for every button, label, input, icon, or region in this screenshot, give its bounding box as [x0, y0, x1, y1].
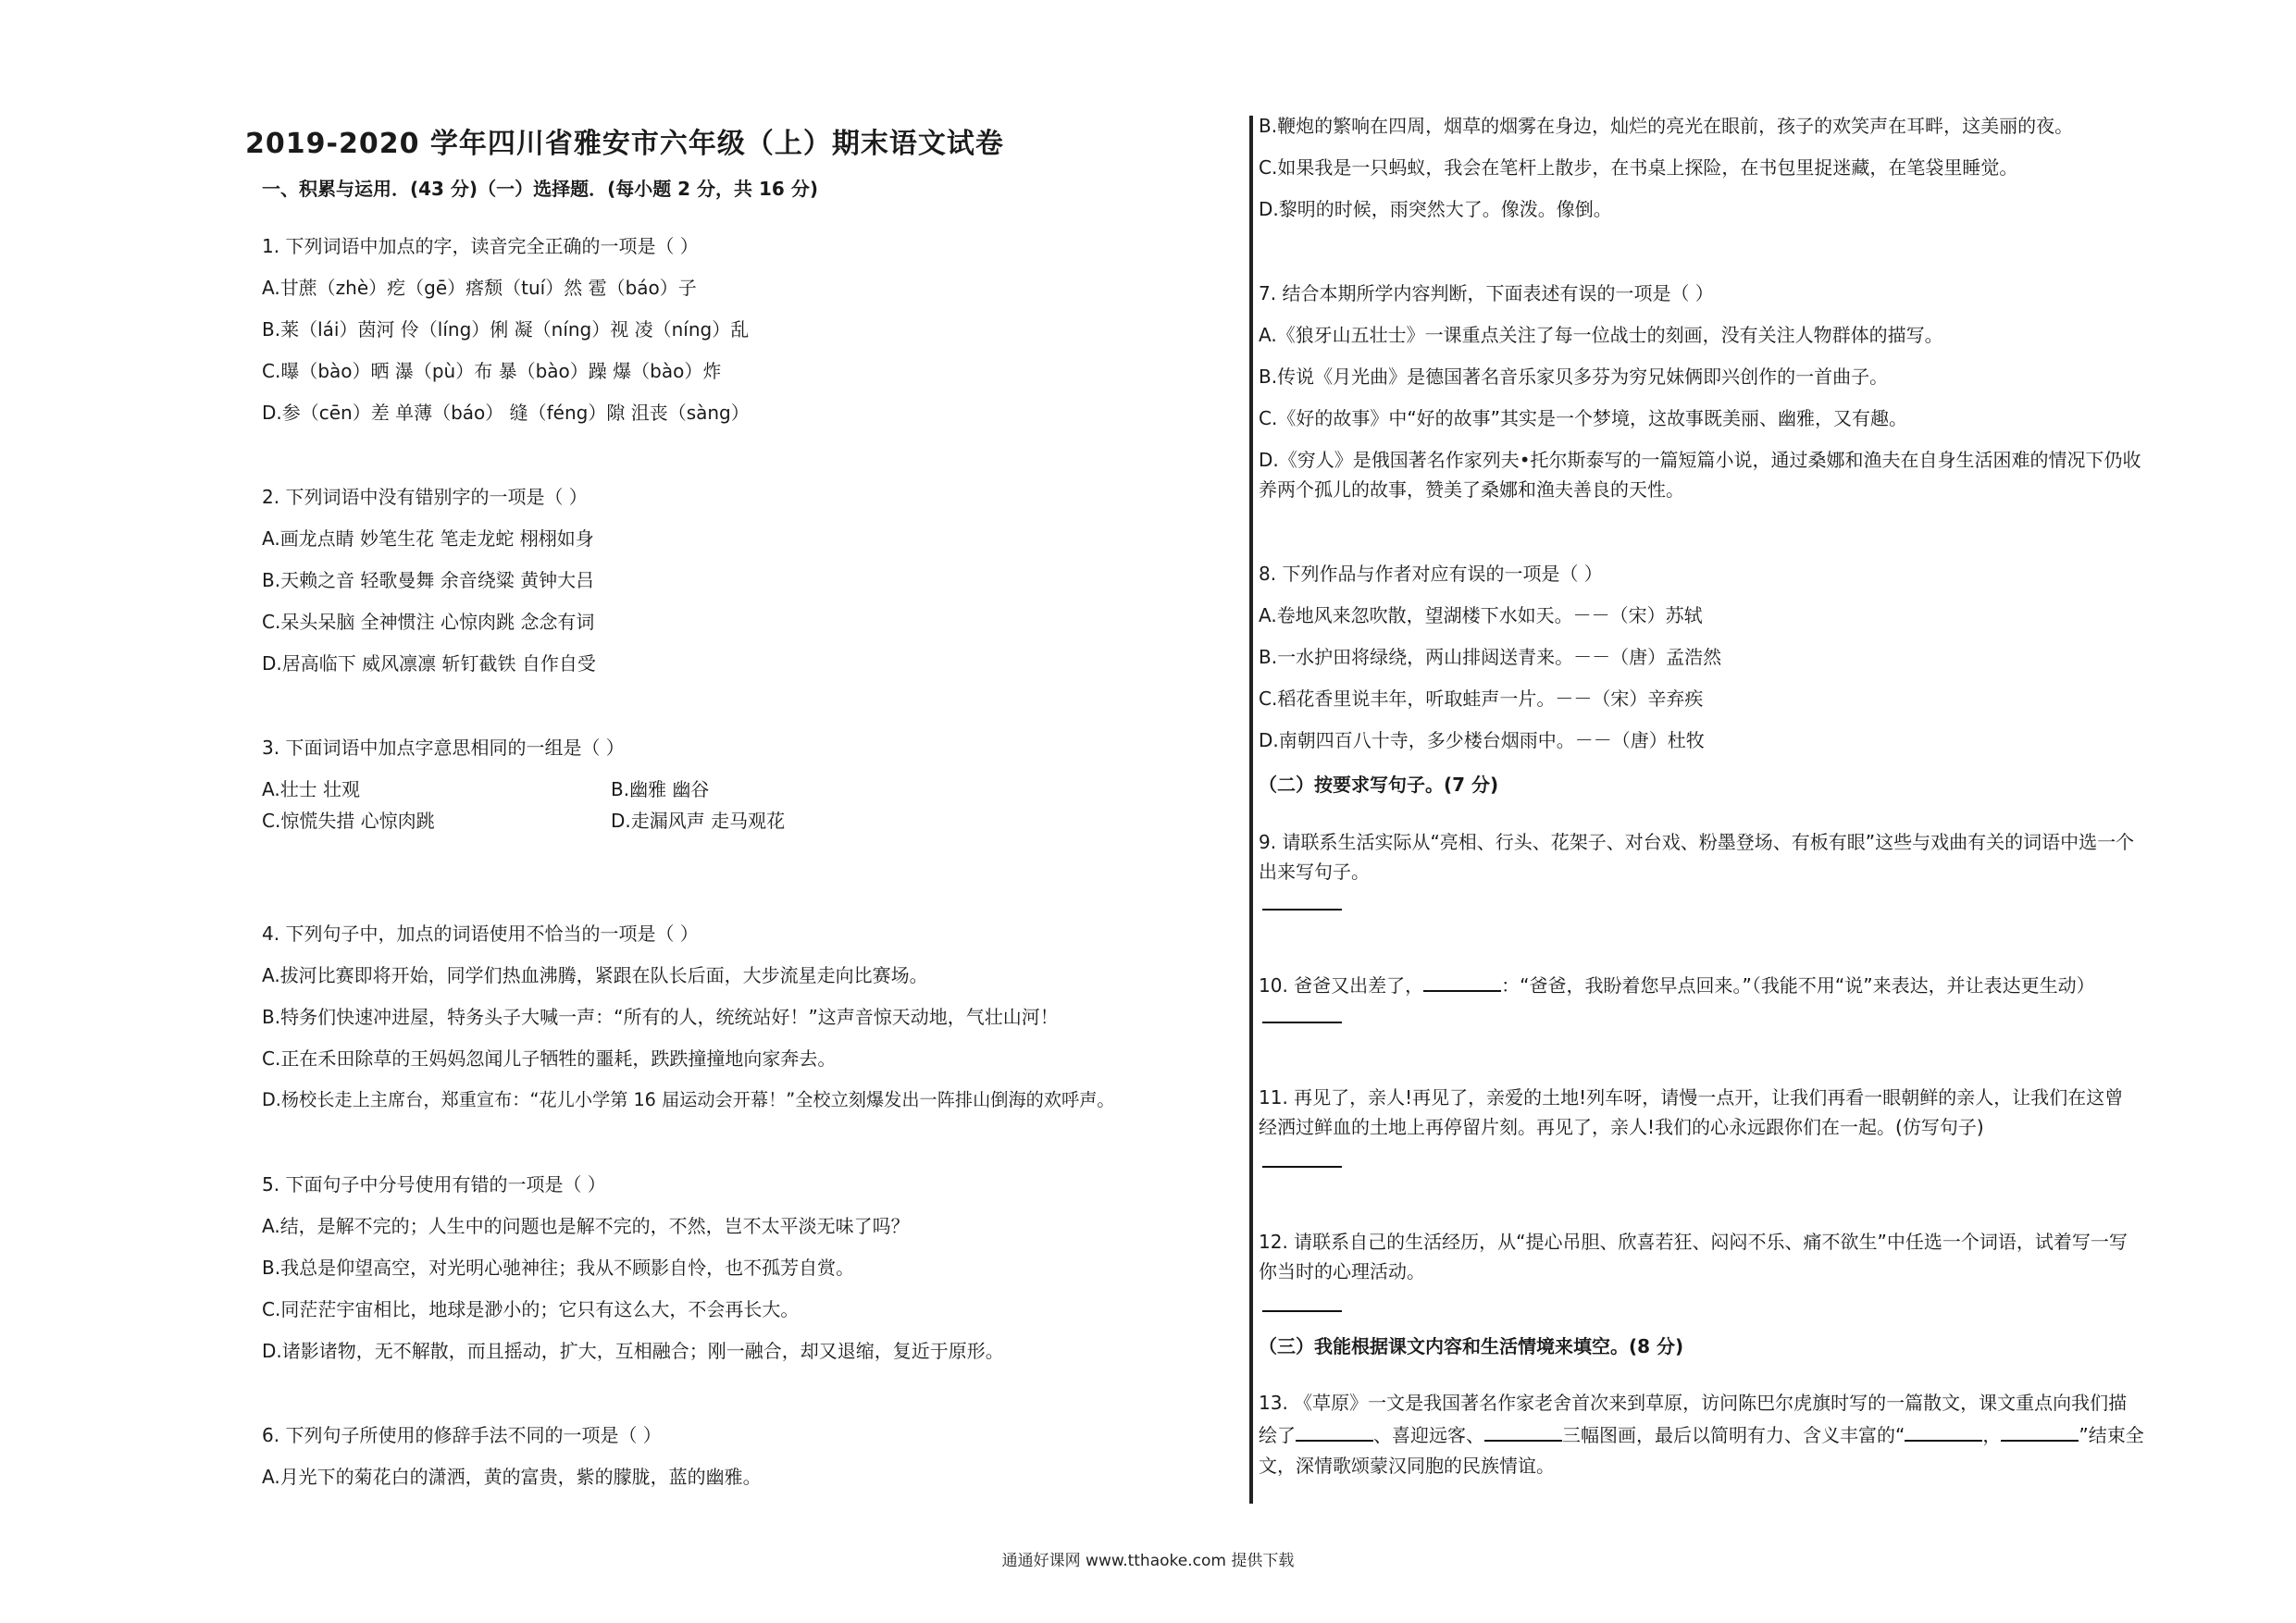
q4-option-c: C.正在禾田除草的王妈妈忽闻儿子牺牲的噩耗，跌跌撞撞地向家奔去。 [262, 1047, 837, 1070]
q5-option-d: D.诸影诸物，无不解散，而且摇动，扩大，互相融合；刚一融合，却又退缩，复近于原形。 [262, 1340, 1004, 1362]
q7-stem: 7. 结合本期所学内容判断，下面表述有误的一项是（ ） [1259, 282, 1714, 304]
q1-option-d: D.参（cēn）差 单薄（báo） 缝（féng）隙 沮丧（sàng） [262, 402, 750, 424]
q6-option-c: C.如果我是一只蚂蚁，我会在笔杆上散步，在书桌上探险，在书包里捉迷藏，在笔袋里睡觉。 [1259, 156, 2018, 179]
q3-option-b: B.幽雅 幽谷 [611, 778, 710, 800]
q4-option-b: B.特务们快速冲进屋，特务头子大喊一声：“所有的人，统统站好！”这声音惊天动地，气壮山河！ [262, 1006, 1059, 1028]
q13-line2 [1259, 1421, 2144, 1448]
q3-option-a: A.壮士 壮观 [262, 778, 361, 800]
q5-stem: 5. 下面句子中分号使用有错的一项是（ ） [262, 1173, 606, 1196]
q7-option-c: C.《好的故事》中“好的故事”其实是一个梦境，这故事既美丽、幽雅，又有趣。 [1259, 407, 1908, 429]
q8-option-b: B.一水护田将绿绕，两山排闼送青来。－－（唐）孟浩然 [1259, 646, 1722, 668]
q7-option-d-line1: D.《穷人》是俄国著名作家列夫•托尔斯泰写的一篇短篇小说，通过桑娜和渔夫在自身生活困难的情况下仍收 [1259, 449, 2141, 471]
q8-option-d: D.南朝四百八十寺，多少楼台烟雨中。－－（唐）杜牧 [1259, 729, 1705, 751]
q5-option-b: B.我总是仰望高空，对光明心驰神往；我从不顾影自怜，也不孤芳自赏。 [262, 1257, 855, 1279]
q9-answer-blank[interactable] [1262, 909, 1342, 911]
q13-blank-1[interactable] [1296, 1421, 1373, 1442]
q7-option-a: A.《狼牙山五壮士》一课重点关注了每一位战士的刻画，没有关注人物群体的描写。 [1259, 324, 1943, 346]
q13-line1: 13. 《草原》一文是我国著名作家老舍首次来到草原，访问陈巴尔虎旗时写的一篇散文，课文重点向我们描 [1259, 1392, 2128, 1414]
q12-line1: 12. 请联系自己的生活经历，从“提心吊胆、欣喜若狂、闷闷不乐、痛不欲生”中任选一个词语，试着写一写 [1259, 1231, 2128, 1253]
q12-line2: 你当时的心理活动。 [1259, 1260, 1425, 1282]
q12-answer-blank[interactable] [1262, 1310, 1342, 1312]
q7-option-b: B.传说《月光曲》是德国著名音乐家贝多芬为穷兄妹俩即兴创作的一首曲子。 [1259, 365, 1889, 388]
q10-answer-blank[interactable] [1262, 1022, 1342, 1023]
q5-option-c: C.同茫茫宇宙相比，地球是渺小的；它只有这么大，不会再长大。 [262, 1298, 800, 1320]
q6-option-d: D.黎明的时候，雨突然大了。像泼。像倒。 [1259, 198, 1612, 220]
q13-text-c: 三幅图画，最后以简明有力、含义丰富的“ [1562, 1424, 1905, 1446]
q8-option-a: A.卷地风来忽吹散，望湖楼下水如天。－－（宋）苏轼 [1259, 604, 1703, 626]
q2-option-c: C.呆头呆脑 全神惯注 心惊肉跳 念念有词 [262, 611, 595, 633]
q13-text-a: 绘了 [1259, 1424, 1296, 1446]
q11-line1: 11. 再见了，亲人!再见了，亲爱的土地!列车呀，请慢一点开，让我们再看一眼朝鲜的亲人，让我们在这曾 [1259, 1086, 2124, 1109]
q5-option-a: A.结，是解不完的；人生中的问题也是解不完的，不然，岂不太平淡无味了吗？ [262, 1215, 910, 1237]
column-divider [1249, 116, 1253, 1504]
q10-suffix: ：“爸爸，我盼着您早点回来。”（我能不用“说”来表达，并让表达更生动） [1501, 974, 2095, 997]
page-title: 2019-2020 学年四川省雅安市六年级（上）期末语文试卷 [245, 128, 1004, 160]
q1-option-b: B.莱（lái）茵河 伶（líng）俐 凝（níng）视 凌（níng）乱 [262, 318, 750, 341]
q7-option-d-line2: 养两个孤儿的故事，赞美了桑娜和渔夫善良的天性。 [1259, 478, 1684, 501]
q6-option-b: B.鞭炮的繁响在四周，烟草的烟雾在身边，灿烂的亮光在眼前，孩子的欢笑声在耳畔，这美丽的夜。 [1259, 115, 2074, 137]
q11-answer-blank[interactable] [1262, 1166, 1342, 1168]
q6-stem: 6. 下列句子所使用的修辞手法不同的一项是（ ） [262, 1424, 662, 1446]
q3-stem: 3. 下面词语中加点字意思相同的一组是（ ） [262, 737, 625, 759]
q2-option-d: D.居高临下 威风凛凛 斩钉截铁 自作自受 [262, 652, 596, 675]
q10-text [1259, 972, 2095, 998]
q8-option-c: C.稻花香里说丰年，听取蛙声一片。－－（宋）辛弃疾 [1259, 688, 1704, 710]
q4-option-a: A.拔河比赛即将开始，同学们热血沸腾，紧跟在队长后面，大步流星走向比赛场。 [262, 964, 928, 986]
q2-stem: 2. 下列词语中没有错别字的一项是（ ） [262, 486, 588, 508]
q11-line2: 经洒过鲜血的土地上再停留片刻。再见了，亲人!我们的心永远跟你们在一起。(仿写句子) [1259, 1116, 1984, 1138]
q2-option-a: A.画龙点睛 妙笔生花 笔走龙蛇 栩栩如身 [262, 527, 594, 550]
q13-line3: 文，深情歌颂蒙汉同胞的民族情谊。 [1259, 1455, 1555, 1477]
q10-prefix: 10. 爸爸又出差了， [1259, 974, 1424, 997]
q10-inline-blank[interactable] [1423, 972, 1501, 992]
q1-option-c: C.曝（bào）晒 瀑（pù）布 暴（bào）躁 爆（bào）炸 [262, 360, 722, 382]
q9-line1: 9. 请联系生活实际从“亮相、行头、花架子、对台戏、粉墨登场、有板有眼”这些与戏曲有关的词语中选一个 [1259, 831, 2135, 853]
q1-stem: 1. 下列词语中加点的字，读音完全正确的一项是（ ） [262, 235, 699, 257]
section-heading-3: （三）我能根据课文内容和生活情境来填空。(8 分) [1259, 1335, 1684, 1357]
q13-text-e: ”结束全 [2079, 1424, 2144, 1446]
q3-option-c: C.惊慌失措 心惊肉跳 [262, 810, 435, 832]
q8-stem: 8. 下列作品与作者对应有误的一项是（ ） [1259, 563, 1603, 585]
q6-option-a: A.月光下的菊花白的潇洒，黄的富贵，紫的朦胧，蓝的幽雅。 [262, 1466, 762, 1488]
q1-option-a: A.甘蔗（zhè）疙（gē）瘩颓（tuí）然 雹（báo）子 [262, 277, 697, 299]
q13-text-b: 、喜迎远客、 [1373, 1424, 1484, 1446]
q13-text-d: ， [1982, 1424, 2002, 1446]
q4-option-d: D.杨校长走上主席台，郑重宣布：“花儿小学第 16 届运动会开幕！”全校立刻爆发出一阵排山倒海的欢呼声。 [262, 1089, 1115, 1110]
q9-line2: 出来写句子。 [1259, 861, 1370, 883]
q13-blank-3[interactable] [1905, 1421, 1982, 1442]
page-footer: 通通好课网 www.tthaoke.com 提供下载 [1001, 1552, 1295, 1570]
q2-option-b: B.天赖之音 轻歌曼舞 余音绕粱 黄钟大吕 [262, 569, 595, 591]
q3-option-d: D.走漏风声 走马观花 [611, 810, 786, 832]
q4-stem: 4. 下列句子中，加点的词语使用不恰当的一项是（ ） [262, 923, 699, 945]
q13-blank-2[interactable] [1484, 1421, 1562, 1442]
q13-blank-4[interactable] [2001, 1421, 2079, 1442]
section-heading-1: 一、积累与运用．(43 分)（一）选择题．(每小题 2 分，共 16 分) [262, 178, 818, 200]
section-heading-2: （二）按要求写句子。(7 分) [1259, 774, 1499, 796]
